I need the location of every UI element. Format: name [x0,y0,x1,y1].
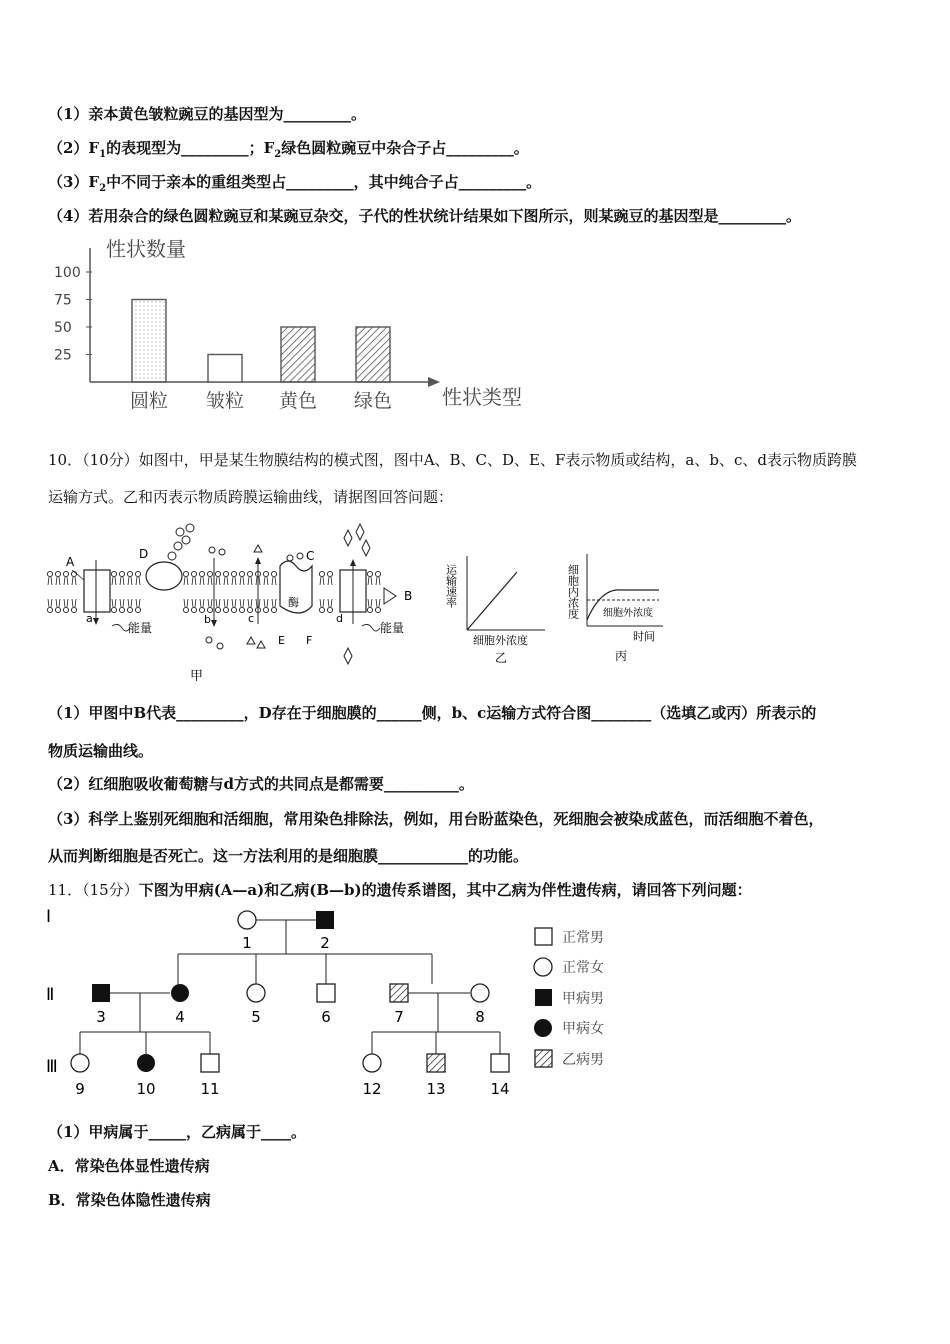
lipid-head [231,607,236,612]
svg-text:甲病女: 甲病女 [562,1021,604,1037]
svg-text:6: 6 [321,1008,331,1026]
graph-bing [567,550,677,665]
q10-stem-line1: 10．（10分）如图中，甲是某生物膜结构的模式图，图中A、B、C、D、E、F表示物质或结构，a、b、c、d表示物质跨膜 [48,451,857,469]
lipid-head [71,607,76,612]
svg-text:5: 5 [251,1008,261,1026]
lipid-head [327,571,332,576]
lipid-head [191,607,196,612]
lipid-head [199,571,204,576]
chart-xlabel: 性状类型 [442,385,522,409]
lipid-head [207,607,212,612]
y-tick-label: 50 [54,320,72,336]
lipid-head [271,607,276,612]
x-category-label: 圆粒 [129,390,169,412]
q10-part3b: 从而判断细胞是否死亡。这一方法利用的是细胞膜____________的功能。 [48,847,529,865]
svg-text:乙: 乙 [495,651,508,665]
svg-text:2: 2 [320,934,330,952]
graph-yi [445,550,550,665]
lipid-head [215,571,220,576]
y-tick-label: 25 [54,347,72,364]
svg-text:B: B [404,589,413,603]
svg-text:细胞内浓度: 细胞内浓度 [567,564,580,619]
x-category-label: 皱粒 [205,390,245,412]
svg-text:12: 12 [362,1080,382,1098]
bar-2 [281,327,315,382]
x-category-label: 绿色 [353,390,393,412]
svg-text:运输速率: 运输速率 [445,564,458,608]
pedigree-chart [40,902,640,1107]
lipid-head [327,607,332,612]
lipid-head [375,571,380,576]
lipid-head [111,607,116,612]
q9-part4: （4）若用杂合的绿色圆粒豌豆和某豌豆杂交，子代的性状统计结果如下图所示，则某豌豆的基因型是_________。 [48,207,801,225]
lipid-head [127,571,132,576]
lipid-head [375,607,380,612]
q9-part1: （1）亲本黄色皱粒豌豆的基因型为_________。 [48,105,366,123]
lipid-head [111,571,116,576]
svg-text:E: E [278,634,285,647]
membrane-diagram-jia [44,518,434,688]
bar-0 [132,300,166,383]
lipid-head [215,607,220,612]
q11-part1: （1）甲病属于_____，乙病属于____。 [48,1123,306,1141]
lipid-head [247,571,252,576]
energy-label-2: 能量 [380,621,405,635]
q9-part2: $(2)F_1$的表现型为_________；$F_2$绿色圆粒豌豆中杂合子占_________。 [48,139,529,160]
q10-stem-line2: 运输方式。乙和丙表示物质跨膜运输曲线，请据图回答问题： [48,488,454,506]
lipid-head [47,607,52,612]
svg-text:正常女: 正常女 [562,960,604,976]
fig-label-jia: 甲 [190,669,204,684]
q11-stem: 11．（15分）下图为甲病(A—a)和乙病(B—b)的遗传系谱图，其中乙病为伴性遗传病，请回答下列问题： [48,881,752,899]
svg-text:时间: 时间 [633,630,655,643]
lipid-head [55,607,60,612]
svg-text:正常男: 正常男 [562,930,604,946]
lipid-head [319,571,324,576]
lipid-head [231,571,236,576]
lipid-head [319,607,324,612]
lipid-head [119,571,124,576]
svg-text:b: b [204,613,211,626]
lipid-head [183,571,188,576]
lipid-head [63,607,68,612]
lipid-head [271,571,276,576]
lipid-head [367,571,372,576]
lipid-head [367,607,372,612]
svg-text:14: 14 [490,1080,510,1098]
svg-text:C: C [306,549,315,563]
svg-text:10: 10 [136,1080,156,1098]
svg-text:7: 7 [394,1008,404,1026]
glycoprotein-d [146,562,182,590]
svg-text:13: 13 [426,1080,446,1098]
chart-title: 性状数量 [106,237,186,261]
svg-text:甲病男: 甲病男 [562,991,604,1007]
lipid-head [183,607,188,612]
svg-text:11: 11 [200,1080,220,1098]
q10-part1a: （1）甲图中B代表_________，D存在于细胞膜的______侧，b、c运输方式符合图________（选填乙或丙）所表示的 [48,704,817,722]
bar-3 [356,327,390,382]
lipid-head [207,571,212,576]
energy-label-1: 能量 [128,621,153,635]
q11-option-b: B．常染色体隐性遗传病 [48,1191,211,1209]
svg-text:1: 1 [242,934,252,952]
lipid-head [239,607,244,612]
lipid-head [223,607,228,612]
trait-bar-chart [50,232,550,417]
svg-text:c: c [248,612,255,625]
lipid-head [119,607,124,612]
svg-text:Ⅰ: Ⅰ [46,907,52,927]
lipid-head [199,607,204,612]
svg-text:4: 4 [175,1008,185,1026]
q10-part2: （2）红细胞吸收葡萄糖与d方式的共同点是都需要__________。 [48,775,474,793]
lipid-head [223,571,228,576]
svg-text:Ⅱ: Ⅱ [46,985,55,1005]
svg-text:丙: 丙 [615,649,628,663]
x-category-label: 黄色 [278,390,318,412]
svg-text:D: D [139,547,149,561]
lipid-head [55,571,60,576]
lipid-head [135,571,140,576]
svg-text:Ⅲ: Ⅲ [46,1057,58,1077]
y-tick-label: 100 [54,265,81,281]
svg-text:d: d [336,612,343,625]
svg-text:F: F [306,634,313,647]
lipid-head [47,571,52,576]
lipid-head [239,571,244,576]
bar-1 [208,355,242,383]
q10-part3a: （3）科学上鉴别死细胞和活细胞，常用染色排除法，例如，用台盼蓝染色，死细胞会被染成蓝色，而活细胞不着色， [48,810,824,828]
lipid-head [135,607,140,612]
q10-part1b: 物质运输曲线。 [48,742,154,760]
lipid-head [191,571,196,576]
svg-text:乙病男: 乙病男 [562,1052,604,1068]
svg-text:8: 8 [475,1008,485,1026]
svg-text:细胞外浓度: 细胞外浓度 [473,634,528,647]
svg-text:3: 3 [96,1008,106,1026]
svg-text:A: A [66,555,75,569]
y-tick-label: 75 [54,292,72,309]
lipid-head [263,607,268,612]
svg-text:a: a [86,612,93,625]
lipid-head [127,607,132,612]
lipid-head [63,571,68,576]
svg-text:细胞外浓度: 细胞外浓度 [603,608,653,619]
carrier-protein-a [84,570,110,612]
q11-option-a: A．常染色体显性遗传病 [48,1157,210,1175]
svg-text:酶: 酶 [288,596,299,609]
lipid-head [263,571,268,576]
q9-part3: $(3)F_2$中不同于亲本的重组类型占_________，其中纯合子占_________。 [48,173,542,194]
svg-text:9: 9 [75,1080,85,1098]
